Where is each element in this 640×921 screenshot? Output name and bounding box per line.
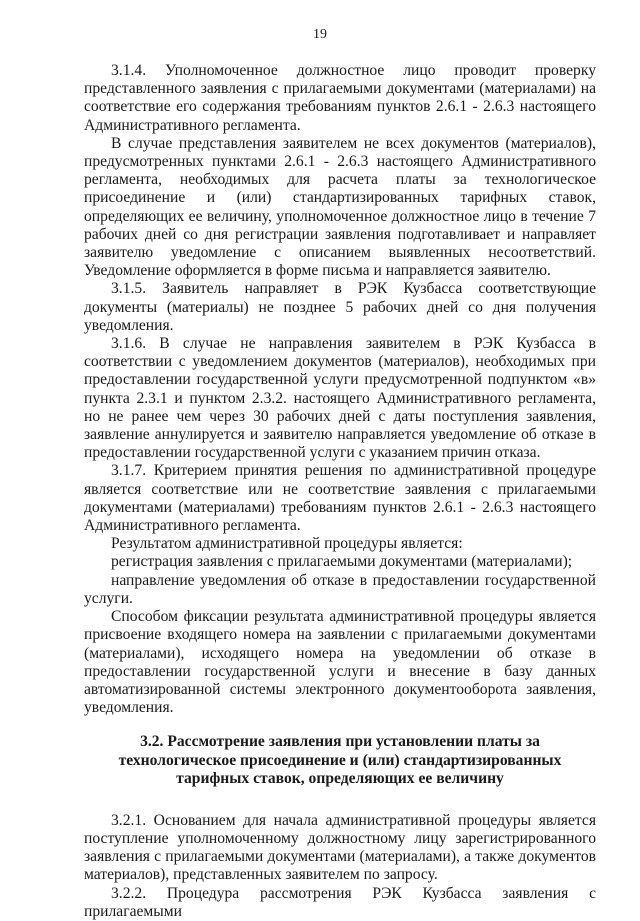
document-body xyxy=(84,62,596,921)
paragraph-3-1-5: 3.1.5. Заявитель направляет в РЭК Кузбасса соответствующие документы (материалы) не позднее 5 рабочих дней со дня получения уведомления. xyxy=(84,280,596,334)
page-number: 19 xyxy=(313,27,327,42)
paragraph-result-intro: Результатом административной процедуры является: xyxy=(111,535,463,553)
section-heading-3-2: 3.2. Рассмотрение заявления при установлении платы за технологическое присоединение и (или) стандартизированных тарифных ставок, определяющих ее величину xyxy=(118,733,562,788)
paragraph-3-1-7: 3.1.7. Критерием принятия решения по административной процедуре является соответствие или не соответствие заявления с прилагаемыми документами (материалами) требованиям пунктов 2.6.1 - 2.6.3 настоящего Административного регламента. xyxy=(84,462,596,535)
paragraph-3-2-2: 3.2.2. Процедура рассмотрения РЭК Кузбасса заявления с прилагаемыми xyxy=(84,884,596,920)
paragraph-3-1-6: 3.1.6. В случае не направления заявителем в РЭК Кузбасса в соответствии с уведомлением документов (материалов), необходимых при предоставлении государственной услуги предусмотренной подпунктом «в» пункта 2.3.1 и пунктом 2.3.2. настоящего Административного регламента, но не ранее чем через 30 рабочих дней с даты поступления заявления, заявление аннулируется и заявителю направляется уведомление об отказе в предоставлении государственной услуги с указанием причин отказа. xyxy=(84,335,596,462)
paragraph-incomplete-documents: В случае представления заявителем не всех документов (материалов), предусмотренных пунктами 2.6.1 - 2.6.3 настоящего Административного регламента, необходимых для расчета платы за технологическое присоединение и (или) стандартизированных тарифных ставок, определяющих ее величину, уполномоченное должностное лицо в течение 7 рабочих дней со дня регистрации заявления подготавливает и направляет заявителю уведомление с описанием выявленных несоответствий. Уведомление оформляется в форме письма и направляется заявителю. xyxy=(84,134,596,280)
paragraph-3-2-1: 3.2.1. Основанием для начала административной процедуры является поступление уполномоченному должностному лицу зарегистрированного заявления с прилагаемыми документами (материалами), а также документов материалов), представленных заявителем по запросу. xyxy=(84,811,596,884)
paragraph-result-registration: регистрация заявления с прилагаемыми документами (материалами); xyxy=(111,553,573,571)
paragraph-3-1-4: 3.1.4. Уполномоченное должностное лицо проводит проверку представленного заявления с прилагаемыми документами (материалами) на соответствие его содержания требованиям пунктов 2.6.1 - 2.6.3 настоящего Административного регламента. xyxy=(84,62,596,134)
paragraph-fixation-method: Способом фиксации результата административной процедуры является присвоение входящего номера на заявлении с прилагаемыми документами (материалами), исходящего номера на уведомлении об отказе в предоставлении государственной услуги и внесение в базу данных автоматизированной системы электронного документооборота заявления, уведомления. xyxy=(84,608,596,717)
paragraph-result-refusal: направление уведомления об отказе в предоставлении государственной услуги. xyxy=(84,571,596,607)
